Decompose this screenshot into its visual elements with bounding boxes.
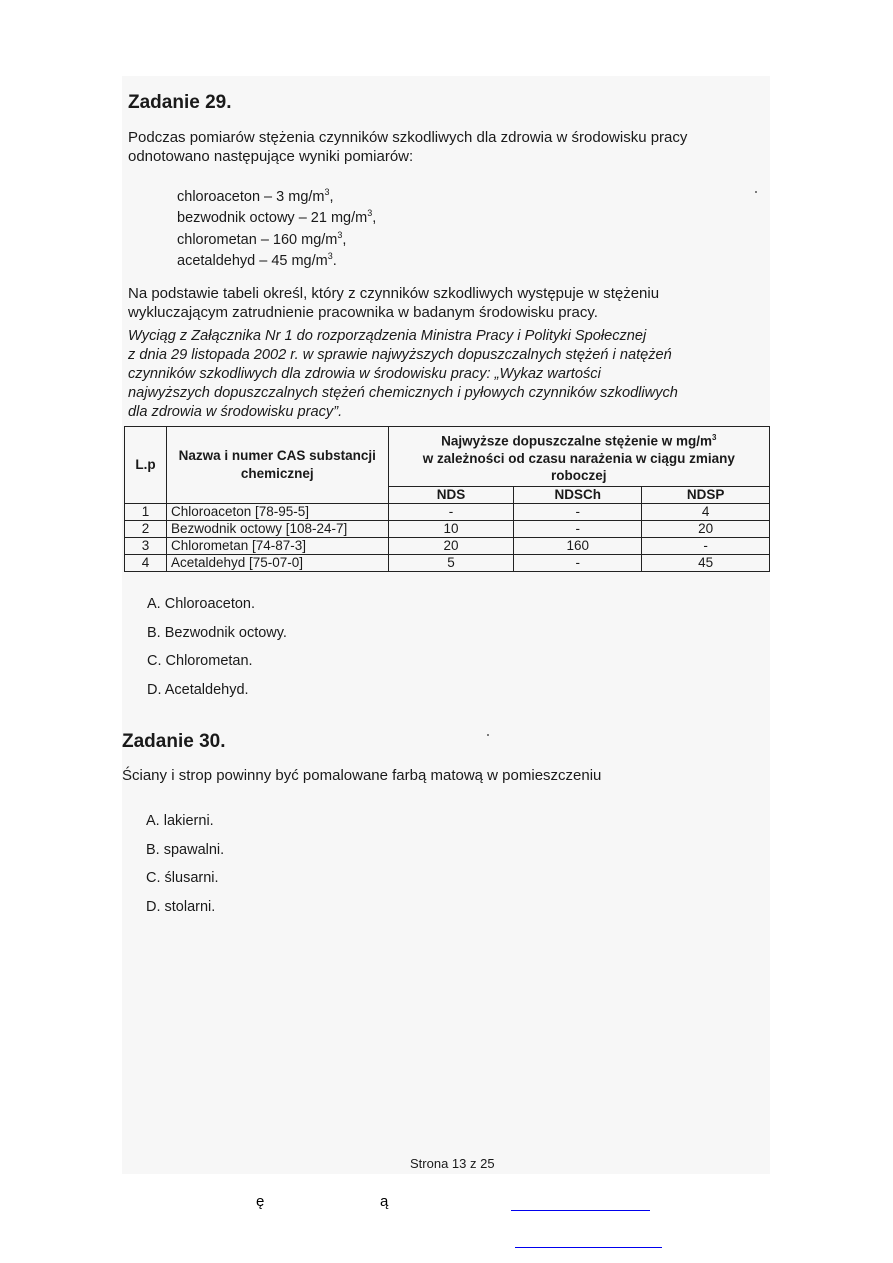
task-29-intro-line-1: Podczas pomiarów stężenia czynników szkodliwych dla zdrowia w środowisku pracy (128, 129, 688, 146)
task-29-question-line-2: wykluczającym zatrudnienie pracownika w badanym środowisku pracy. (128, 304, 598, 321)
task-30-question: Ściany i strop powinny być pomalowane farbą matową w pomieszczeniu (122, 767, 602, 784)
answer-option: B. Bezwodnik octowy. (147, 624, 287, 641)
header-name: Nazwa i numer CAS substancji chemicznej (166, 427, 388, 504)
table-row (125, 554, 770, 571)
answer-option: C. ślusarni. (146, 870, 219, 886)
cell-name: Chloroaceton [78-95-5] (166, 503, 388, 520)
answer-option: D. stolarni. (146, 898, 216, 915)
cell-name: Bezwodnik octowy [108-24-7] (166, 520, 388, 537)
answer-option: A. lakierni. (146, 813, 214, 829)
excerpt-line: najwyższych dopuszczalnych stężeń chemicznych i pyłowych czynników szkodliwych (128, 385, 678, 401)
cell-name: Chlorometan [74-87-3] (166, 537, 388, 554)
cell-nds: 5 (388, 554, 514, 571)
regulation-excerpt (128, 327, 764, 422)
header-lp: L.p (125, 427, 167, 504)
cell-ndsp: 20 (642, 520, 770, 537)
hyperlink-underline[interactable] (511, 1210, 650, 1211)
task-30-answers (146, 813, 224, 927)
task-29-intro-line-2: odnotowano następujące wyniki pomiarów: (128, 148, 414, 165)
task-29-answers (147, 596, 287, 710)
header-ndsp: NDSP (642, 486, 770, 503)
cell-lp: 2 (125, 520, 167, 537)
measurement-item: chlorometan – 160 $mg/m^3$, (177, 229, 347, 248)
cell-name: Acetaldehyd [75-07-0] (166, 554, 388, 571)
excerpt-line: dla zdrowia w środowisku pracy”. (128, 404, 343, 420)
limits-table (124, 426, 770, 572)
cell-ndsch: - (514, 503, 642, 520)
answer-option: C. Chlorometan. (147, 653, 253, 669)
header-group: Najwyższe dopuszczalne stężenie w $mg/m^3$ w zależności od czasu narażenia w ciągu zmiany roboczej (388, 427, 769, 487)
cell-lp: 4 (125, 554, 167, 571)
header-ndsch: NDSCh (514, 486, 642, 503)
answer-option: D. Acetaldehyd. (147, 681, 249, 698)
task-29-question-line-1: Na podstawie tabeli określ, który z czynników szkodliwych występuje w stężeniu (128, 285, 660, 302)
measurement-item: chloroaceton – 3 $mg/m^3$, (177, 187, 334, 205)
cell-ndsp: - (642, 537, 770, 554)
hyperlink-underline[interactable] (515, 1247, 662, 1248)
table-row (125, 503, 770, 520)
footer-glyph: ą (380, 1193, 389, 1210)
answer-option: B. spawalni. (146, 841, 225, 858)
page-number: Strona 13 z 25 (410, 1156, 495, 1171)
task-30-title: Zadanie 30. (122, 731, 226, 752)
task-29-title: Zadanie 29. (128, 92, 232, 113)
cell-nds: - (388, 503, 514, 520)
answer-option: A. Chloroaceton. (147, 596, 256, 612)
cell-lp: 1 (125, 503, 167, 520)
cell-ndsp: 45 (642, 554, 770, 571)
header-nds: NDS (388, 486, 514, 503)
excerpt-line: Wyciąg z Załącznika Nr 1 do rozporządzenia Ministra Pracy i Polityki Społecznej (128, 328, 647, 344)
cell-lp: 3 (125, 537, 167, 554)
cell-nds: 10 (388, 520, 514, 537)
footer-glyph: ę (256, 1193, 265, 1210)
scan-speck (755, 191, 757, 193)
cell-ndsch: - (514, 520, 642, 537)
measurement-item: acetaldehyd – 45 $mg/m^3$. (177, 250, 337, 269)
cell-ndsch: 160 (514, 537, 642, 554)
measurement-list (177, 184, 376, 269)
table-row (125, 537, 770, 554)
cell-ndsch: - (514, 554, 642, 571)
excerpt-line: z dnia 29 listopada 2002 r. w sprawie najwyższych dopuszczalnych stężeń i natężeń (128, 347, 672, 363)
table-row (125, 520, 770, 537)
cell-nds: 20 (388, 537, 514, 554)
cell-ndsp: 4 (642, 503, 770, 520)
excerpt-line: czynników szkodliwych dla zdrowia w środowisku pracy: „Wykaz wartości (128, 366, 601, 382)
measurement-item: bezwodnik octowy – 21 $mg/m^3$, (177, 208, 377, 227)
scan-speck (487, 734, 489, 736)
